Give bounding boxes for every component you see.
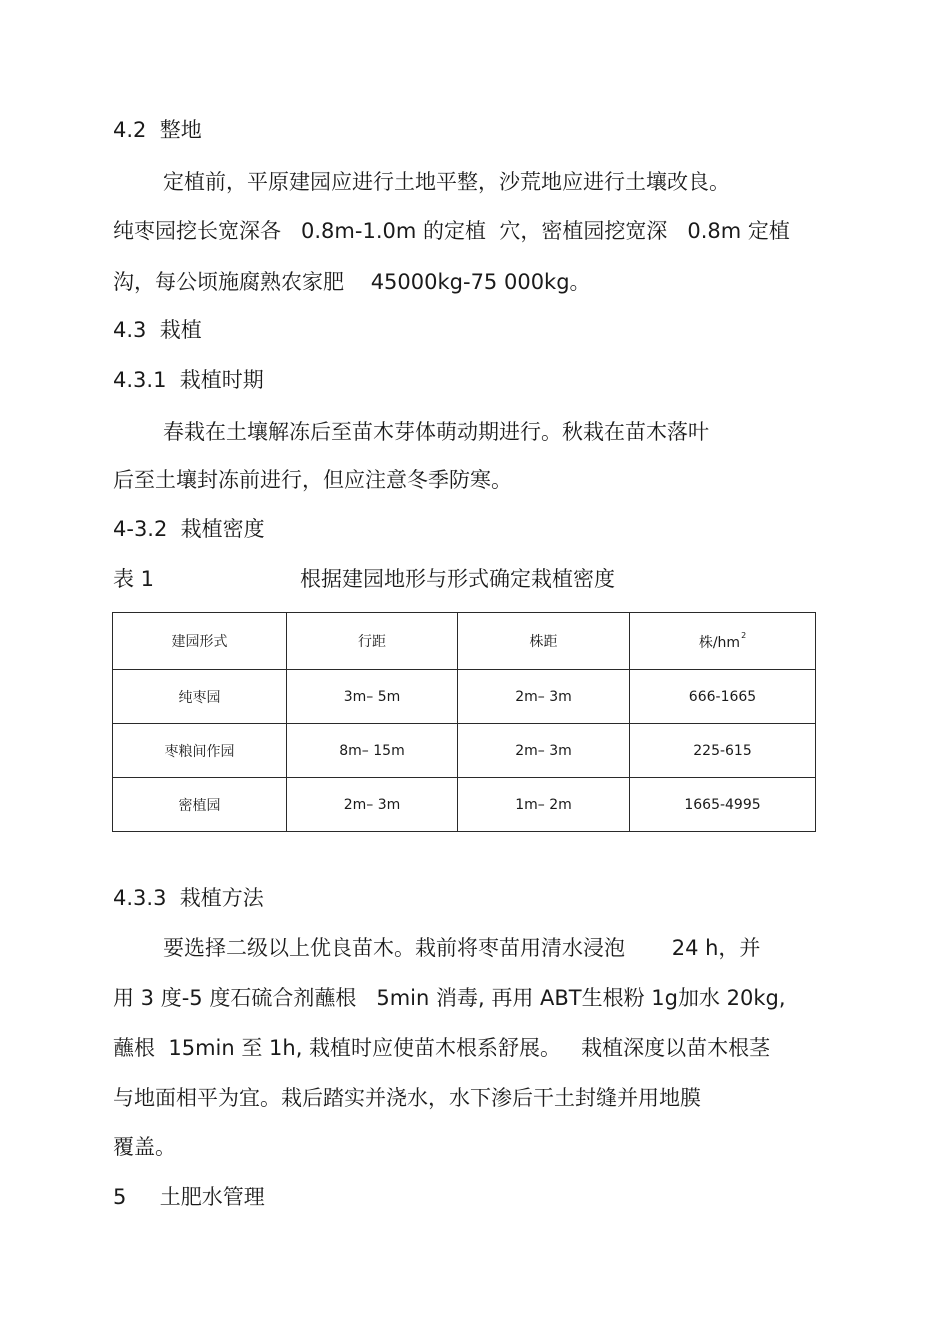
table-row — [113, 724, 816, 778]
table-cell: 1m– 2m — [458, 778, 630, 832]
table-cell: 225-615 — [630, 724, 816, 778]
section-4-2-para-line-1: 定植前，平原建园应进行土地平整，沙荒地应进行土壤改良。 — [163, 170, 730, 194]
table-cell: 枣粮间作园 — [113, 724, 287, 778]
table-caption: 根据建园地形与形式确定栽植密度 — [300, 567, 615, 591]
table-row — [113, 670, 816, 724]
header-cell-density — [630, 613, 816, 670]
section-4-2-heading: 4.2 整地 — [113, 118, 202, 142]
density-table — [112, 612, 816, 832]
section-4-3-3-para-line-2: 用 3 度-5 度石硫合剂蘸根 5min 消毒, 再用 ABT生根粉 1g加水 20kg, — [113, 986, 786, 1010]
section-4-3-1-para-line-2: 后至土壤封冻前进行，但应注意冬季防寒。 — [113, 468, 512, 492]
table-cell: 密植园 — [113, 778, 287, 832]
section-4-3-3-para-line-1: 要选择二级以上优良苗木。栽前将枣苗用清水浸泡 24 h，并 — [163, 936, 761, 960]
table-cell: 2m– 3m — [458, 724, 630, 778]
header-cell-row-spacing: 行距 — [287, 613, 458, 670]
section-4-2-para-line-2: 纯枣园挖长宽深各 0.8m-1.0m 的定植 穴，密植园挖宽深 0.8m 定植 — [113, 219, 790, 243]
table-cell: 2m– 3m — [287, 778, 458, 832]
section-4-2-para-line-3: 沟，每公顷施腐熟农家肥 45000kg-75 000kg。 — [113, 270, 591, 294]
table-cell: 3m– 5m — [287, 670, 458, 724]
table-header-row — [113, 613, 816, 670]
table-cell: 2m– 3m — [458, 670, 630, 724]
table-row — [113, 778, 816, 832]
section-4-3-heading: 4.3 栽植 — [113, 318, 202, 342]
header-density-superscript: 2 — [741, 630, 747, 640]
header-cell-plant-spacing: 株距 — [458, 613, 630, 670]
section-4-3-1-heading: 4.3.1 栽植时期 — [113, 368, 264, 392]
section-4-3-3-para-line-3: 蘸根 15min 至 1h, 栽植时应使苗木根系舒展。 栽植深度以苗木根茎 — [113, 1036, 771, 1060]
section-4-3-2-heading: 4-3.2 栽植密度 — [113, 517, 265, 541]
section-4-3-3-para-line-4: 与地面相平为宜。栽后踏实并浇水，水下渗后干土封缝并用地膜 — [113, 1086, 701, 1110]
section-4-3-1-para-line-1: 春栽在土壤解冻后至苗木芽体萌动期进行。秋栽在苗木落叶 — [163, 420, 709, 444]
table-cell: 8m– 15m — [287, 724, 458, 778]
header-density-unit: 株/hm — [698, 634, 741, 651]
section-4-3-3-heading: 4.3.3 栽植方法 — [113, 886, 264, 910]
table-cell: 1665-4995 — [630, 778, 816, 832]
table-cell: 666-1665 — [630, 670, 816, 724]
section-4-3-3-para-line-5: 覆盖。 — [113, 1135, 176, 1159]
header-cell-layout: 建园形式 — [113, 613, 287, 670]
table-cell: 纯枣园 — [113, 670, 287, 724]
table-label: 表 1 — [113, 567, 155, 591]
section-5-heading: 5 土肥水管理 — [113, 1185, 265, 1209]
